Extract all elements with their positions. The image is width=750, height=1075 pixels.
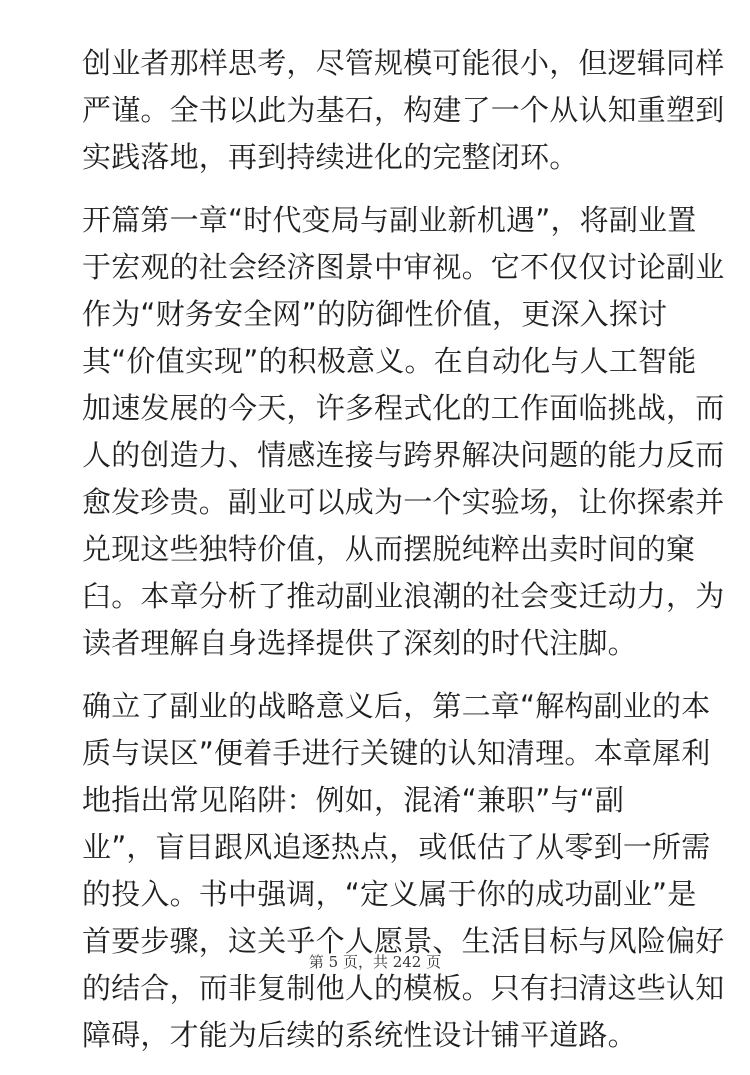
text-line: 确立了副业的战略意义后，第二章“解构副业的本 bbox=[82, 689, 711, 723]
text-line: 质与误区”便着手进行关键的认知清理。本章犀利 bbox=[82, 736, 711, 770]
text-line: 严谨。全书以此为基石，构建了一个从认知重塑到 bbox=[82, 93, 725, 127]
text-line: 障碍，才能为后续的系统性设计铺平道路。 bbox=[82, 1018, 637, 1052]
text-line: 兑现这些独特价值，从而摆脱纯粹出卖时间的窠 bbox=[82, 532, 696, 566]
text-line: 作为“财务安全网”的防御性价值，更深入探讨 bbox=[82, 297, 668, 331]
text-line: 的结合，而非复制他人的模板。只有扫清这些认知 bbox=[82, 971, 725, 1005]
page-number-footer: 第 5 页，共 242 页 bbox=[308, 953, 442, 971]
paragraph-2 bbox=[82, 197, 725, 667]
text-line: 臼。本章分析了推动副业浪潮的社会变迁动力，为 bbox=[82, 579, 725, 613]
text-line: 的投入。书中强调，“定义属于你的成功副业”是 bbox=[82, 877, 697, 911]
text-line: 加速发展的今天，许多程式化的工作面临挑战，而 bbox=[82, 391, 725, 425]
paragraph-1 bbox=[82, 40, 725, 181]
text-line: 业”，盲目跟风追逐热点，或低估了从零到一所需 bbox=[82, 830, 711, 864]
text-line: 开篇第一章“时代变局与副业新机遇”，将副业置 bbox=[82, 203, 697, 237]
body-text bbox=[82, 40, 725, 1075]
text-line: 于宏观的社会经济图景中审视。它不仅仅讨论副业 bbox=[82, 250, 725, 284]
text-line: 首要步骤，这关乎个人愿景、生活目标与风险偏好 bbox=[82, 924, 725, 958]
text-line: 读者理解自身选择提供了深刻的时代注脚。 bbox=[82, 626, 637, 660]
text-line: 人的创造力、情感连接与跨界解决问题的能力反而 bbox=[82, 438, 725, 472]
paragraph-3 bbox=[82, 683, 725, 1059]
text-line: 创业者那样思考，尽管规模可能很小，但逻辑同样 bbox=[82, 46, 725, 80]
text-line: 其“价值实现”的积极意义。在自动化与人工智能 bbox=[82, 344, 697, 378]
text-line: 愈发珍贵。副业可以成为一个实验场，让你探索并 bbox=[82, 485, 725, 519]
text-line: 地指出常见陷阱：例如，混淆“兼职”与“副 bbox=[82, 783, 625, 817]
text-line: 实践落地，再到持续进化的完整闭环。 bbox=[82, 140, 579, 174]
